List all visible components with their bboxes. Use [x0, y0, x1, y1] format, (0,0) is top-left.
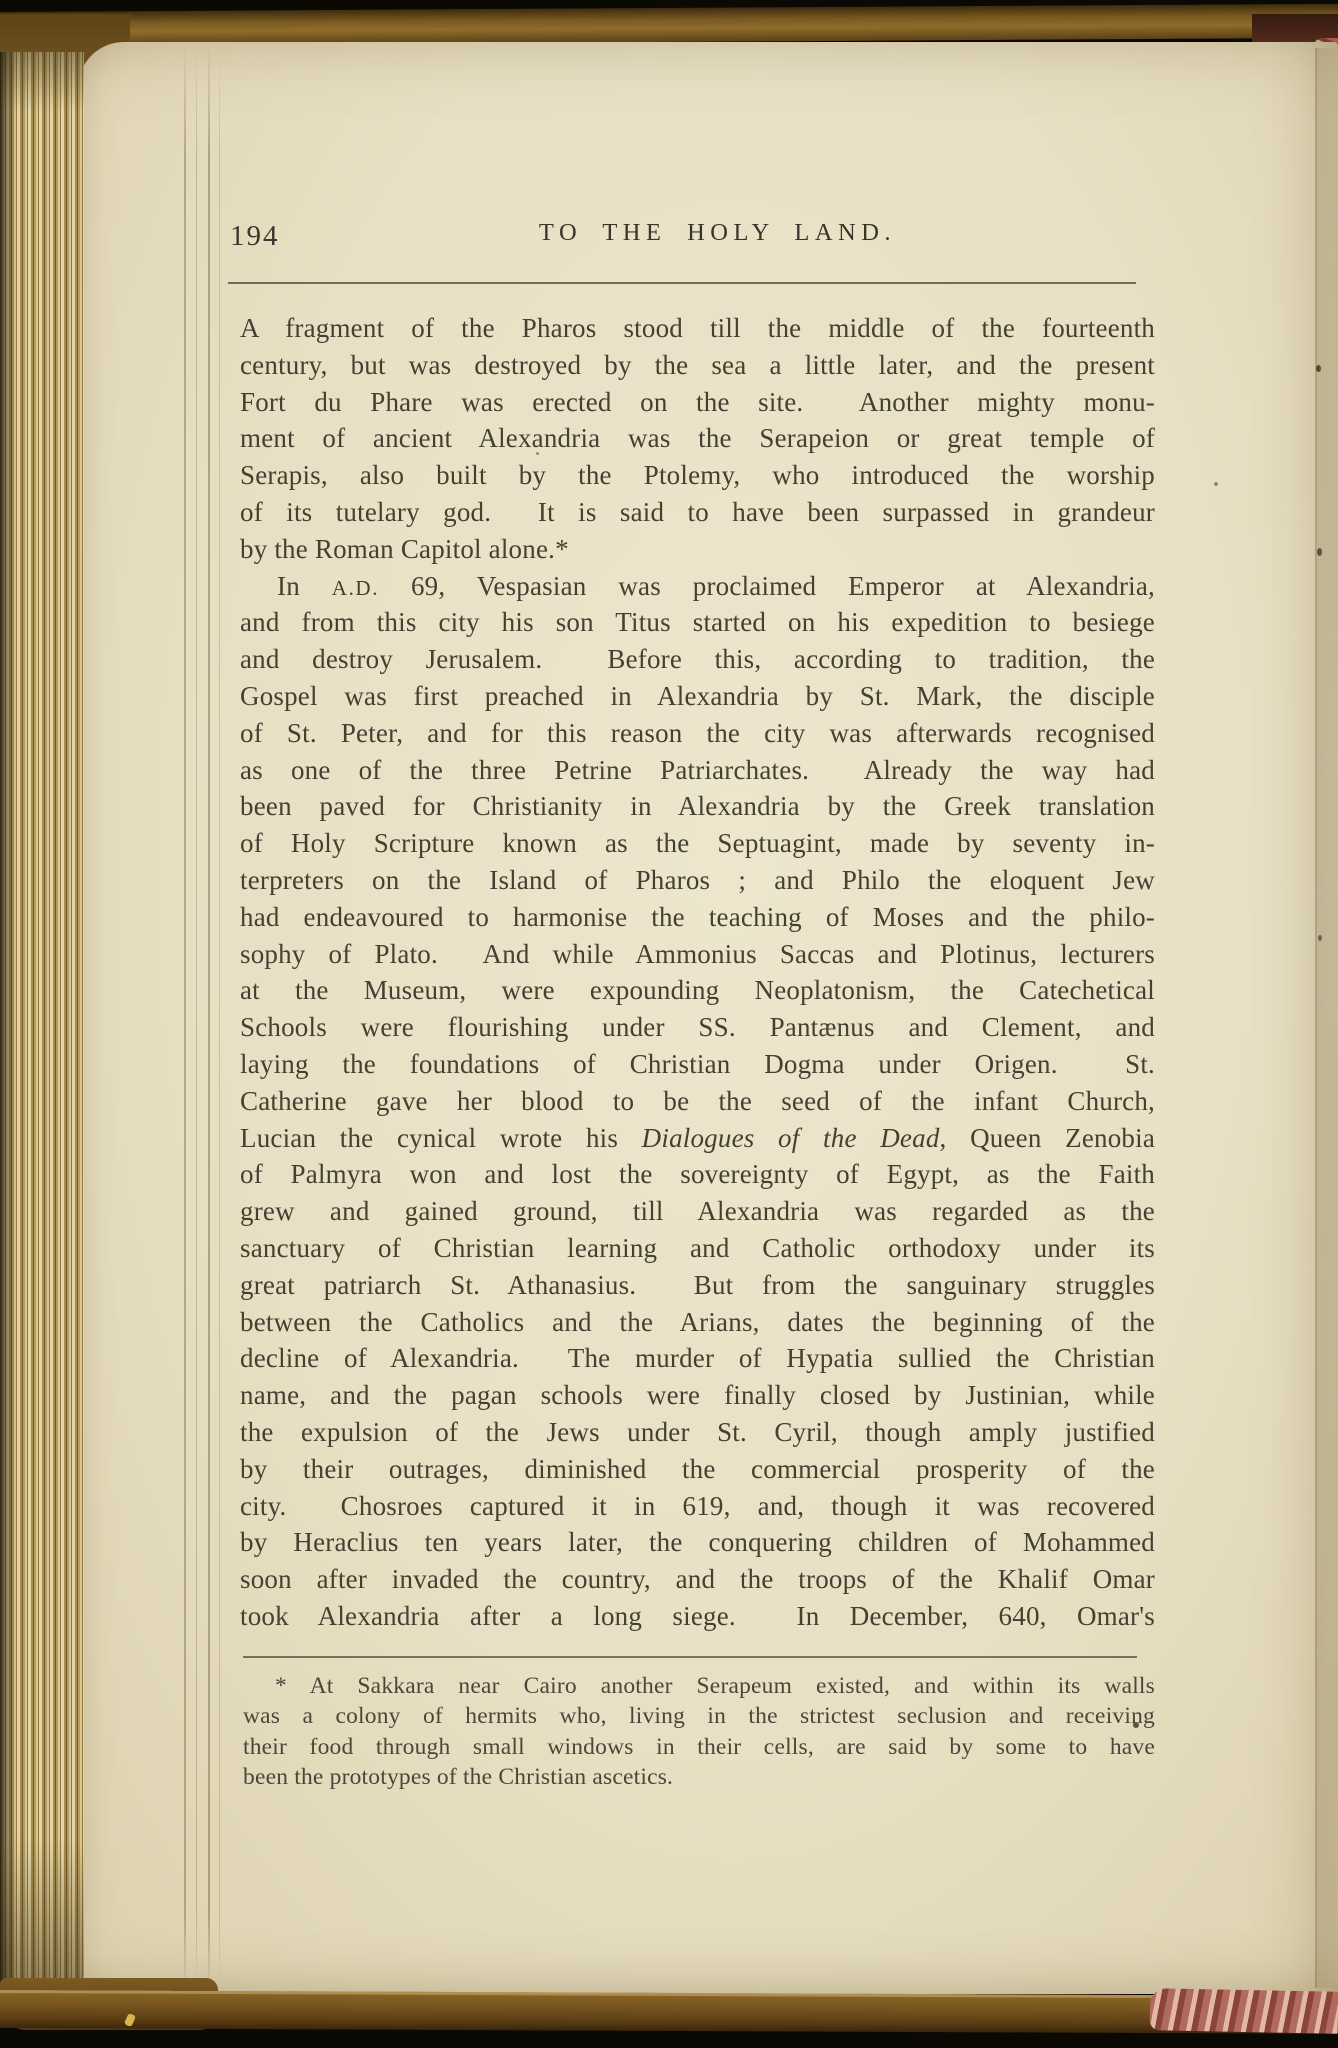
- body-line: decline of Alexandria. The murder of Hypatia sullied the Christian: [240, 1343, 1155, 1374]
- body-line: between the Catholics and the Arians, dates the beginning of the: [240, 1306, 1155, 1337]
- body-line: soon after invaded the country, and the troops of the Khalif Omar: [240, 1564, 1155, 1595]
- page-edge-hairlines: [178, 46, 224, 1990]
- body-line: and destroy Jerusalem. Before this, according to tradition, the: [240, 644, 1155, 675]
- book-cover-bottom-edge: [0, 1990, 1338, 2034]
- body-line: of Holy Scripture known as the Septuagint, made by seventy in-: [240, 828, 1155, 859]
- footnote-rule: [243, 1656, 1137, 1658]
- footnote-line: their food through small windows in their cells, are said by some to have: [243, 1733, 1155, 1760]
- body-line: Lucian the cynical wrote his Dialogues of the Dead, Queen Zenobia: [240, 1122, 1155, 1153]
- footnote: [243, 1671, 1155, 1793]
- body-line: Serapis, also built by the Ptolemy, who introduced the worship: [240, 460, 1155, 491]
- body-line: by Heraclius ten years later, the conquering children of Mohammed: [240, 1527, 1155, 1558]
- body-line: took Alexandria after a long siege. In December, 640, Omar's: [240, 1600, 1155, 1631]
- body-line: of St. Peter, and for this reason the city was afterwards recognised: [240, 717, 1155, 748]
- body-line: sophy of Plato. And while Ammonius Saccas and Plotinus, lecturers: [240, 938, 1155, 969]
- headband-bottom: [1150, 1988, 1338, 2034]
- gutter-shade: [1317, 48, 1338, 1988]
- body-line: Fort du Phare was erected on the site. Another mighty monu-: [240, 386, 1155, 417]
- footnote-line: was a colony of hermits who, living in the strictest seclusion and receiving: [243, 1703, 1155, 1730]
- body-line: ment of ancient Alexandria was the Serapeion or great temple of: [240, 423, 1155, 454]
- body-line: Schools were flourishing under SS. Pantænus and Clement, and: [240, 1012, 1155, 1043]
- body-line: In A.D. 69, Vespasian was proclaimed Emperor at Alexandria,: [277, 570, 1155, 601]
- body-line: Gospel was first preached in Alexandria by St. Mark, the disciple: [240, 680, 1155, 711]
- body-line: name, and the pagan schools were finally closed by Justinian, while: [240, 1380, 1155, 1411]
- body-line: by the Roman Capitol alone.*: [240, 533, 569, 564]
- body-text: [240, 310, 1155, 1635]
- body-line: A fragment of the Pharos stood till the middle of the fourteenth: [240, 313, 1155, 343]
- footnote-line: * At Sakkara near Cairo another Serapeum existed, and within its walls: [275, 1673, 1155, 1699]
- body-line: great patriarch St. Athanasius. But from the sanguinary struggles: [240, 1269, 1155, 1300]
- body-line: been paved for Christianity in Alexandria by the Greek translation: [240, 791, 1155, 822]
- running-title: TO THE HOLY LAND.: [538, 219, 897, 246]
- footnote-line: been the prototypes of the Christian ascetics.: [243, 1764, 674, 1791]
- page-blemish: [1214, 482, 1218, 486]
- body-line: grew and gained ground, till Alexandria was regarded as the: [240, 1196, 1155, 1227]
- header-rule: [228, 282, 1136, 284]
- body-line: of Palmyra won and lost the sovereignty of Egypt, as the Faith: [240, 1159, 1155, 1190]
- page-blemish: [1317, 548, 1322, 556]
- page-edge-stack: [0, 52, 84, 1994]
- page-blemish: [1318, 935, 1322, 941]
- body-line: city. Chosroes captured it in 619, and, though it was recovered: [240, 1490, 1155, 1521]
- body-line: century, but was destroyed by the sea a little later, and the present: [240, 349, 1155, 380]
- body-line: terpreters on the Island of Pharos ; and Philo the eloquent Jew: [240, 864, 1155, 895]
- page-blemish: [1316, 365, 1321, 372]
- body-line: Catherine gave her blood to be the seed of the infant Church,: [240, 1085, 1155, 1116]
- body-line: the expulsion of the Jews under St. Cyril, though amply justified: [240, 1416, 1155, 1447]
- page-number: 194: [230, 220, 280, 252]
- body-line: had endeavoured to harmonise the teaching of Moses and the philo-: [240, 901, 1155, 932]
- body-line: sanctuary of Christian learning and Catholic orthodoxy under its: [240, 1232, 1155, 1263]
- body-line: and from this city his son Titus started on his expedition to besiege: [240, 607, 1155, 638]
- body-line: at the Museum, were expounding Neoplatonism, the Catechetical: [240, 975, 1155, 1006]
- body-line: laying the foundations of Christian Dogma under Origen. St.: [240, 1048, 1155, 1079]
- body-line: of its tutelary god. It is said to have been surpassed in grandeur: [240, 496, 1155, 527]
- body-line: as one of the three Petrine Patriarchates. Already the way had: [240, 754, 1155, 785]
- book-cover-top-edge: [0, 4, 1338, 46]
- body-line: by their outrages, diminished the commercial prosperity of the: [240, 1453, 1155, 1484]
